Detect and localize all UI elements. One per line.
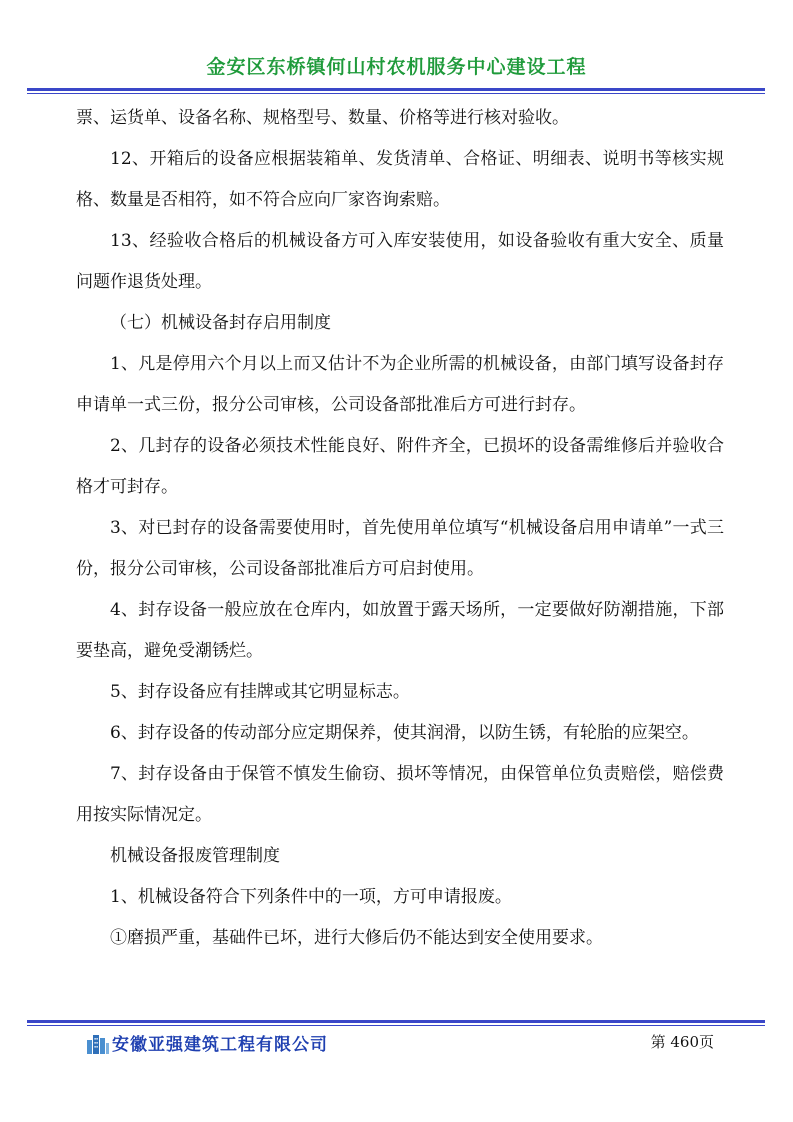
paragraph: 1、机械设备符合下列条件中的一项，方可申请报废。 xyxy=(110,887,512,907)
building-logo-icon xyxy=(86,1032,110,1054)
header-rule xyxy=(27,88,765,94)
paragraph: 5、封存设备应有挂牌或其它明显标志。 xyxy=(110,682,410,702)
paragraph: 1、凡是停用六个月以上而又估计不为企业所需的机械设备，由部门填写设备封存申请单一式三份，报分公司审核，公司设备部批准后方可进行封存。 xyxy=(76,354,724,415)
header-title: 金安区东桥镇何山村农机服务中心建设工程 xyxy=(206,56,587,78)
section-heading: （七）机械设备封存启用制度 xyxy=(110,313,331,333)
paragraph: 13、经验收合格后的机械设备方可入库安装使用，如设备验收有重大安全、质量问题作退货处理。 xyxy=(76,231,724,292)
paragraph: 3、对已封存的设备需要使用时，首先使用单位填写“机械设备启用申请单”一式三份，报分公司审核，公司设备部批准后方可启封使用。 xyxy=(76,518,724,579)
section-heading: 机械设备报废管理制度 xyxy=(110,846,280,866)
paragraph: ①磨损严重，基础件已坏，进行大修后仍不能达到安全使用要求。 xyxy=(110,928,603,948)
paragraph: 7、封存设备由于保管不慎发生偷窃、损坏等情况，由保管单位负责赔偿，赔偿费用按实际情况定。 xyxy=(76,764,724,825)
paragraph: 2、几封存的设备必须技术性能良好、附件齐全，已损坏的设备需维修后并验收合格才可封存。 xyxy=(76,436,724,497)
document-body xyxy=(76,98,724,959)
page-footer xyxy=(76,1030,724,1060)
footer-company-name: 安徽亚强建筑工程有限公司 xyxy=(112,1035,328,1055)
paragraph: 票、运货单、设备名称、规格型号、数量、价格等进行核对验收。 xyxy=(76,108,569,128)
paragraph: 12、开箱后的设备应根据装箱单、发货清单、合格证、明细表、说明书等核实规格、数量是否相符，如不符合应向厂家咨询索赔。 xyxy=(76,149,724,210)
paragraph: 6、封存设备的传动部分应定期保养，使其润滑，以防生锈，有轮胎的应架空。 xyxy=(110,723,699,743)
footer-rule xyxy=(27,1020,765,1026)
page-number: 第 460页 xyxy=(650,1033,714,1051)
paragraph: 4、封存设备一般应放在仓库内，如放置于露天场所，一定要做好防潮措施，下部要垫高，避免受潮锈烂。 xyxy=(76,600,724,661)
